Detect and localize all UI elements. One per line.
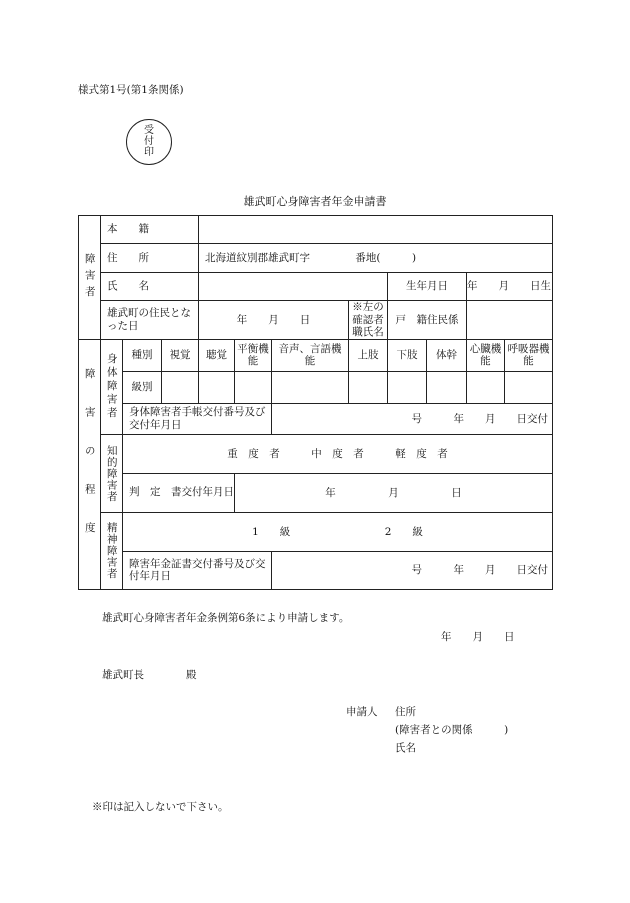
judgement-date-field[interactable]: 年 月 日 [235, 473, 553, 512]
grade-cell[interactable] [162, 371, 199, 403]
pension-label: 障害年金証書交付番号及び交付年月日 [123, 551, 272, 589]
physical-column-header: 呼吸器機 能 [505, 339, 553, 371]
address-banchi: 番地( ) [355, 251, 417, 264]
stamp-line: 印 [144, 147, 154, 158]
address-label: 住 所 [101, 244, 199, 273]
grade-cell[interactable] [199, 371, 235, 403]
applicant-name[interactable]: 氏名 [395, 742, 416, 754]
resident-date-label: 雄武町の住民となった日 [101, 301, 199, 340]
address-value: 北海道紋別郡雄武町字 [205, 251, 311, 264]
confirmer-name-field[interactable] [467, 301, 553, 340]
birth-label: 生年月日 [388, 273, 467, 301]
handbook-field[interactable]: 号 年 月 日交付 [272, 403, 553, 434]
application-date[interactable]: 年 月 日 [441, 631, 515, 643]
application-form-table [78, 215, 561, 590]
grade-cell[interactable] [272, 371, 349, 403]
confirmer-label: ※左の確認者職氏名 [349, 301, 388, 340]
grade-cell[interactable] [388, 371, 427, 403]
applicant-address[interactable]: 住所 [395, 706, 416, 718]
section-degree: 障害の程度 [79, 339, 101, 589]
grade-cell[interactable] [235, 371, 272, 403]
stamp-line: 付 [144, 136, 154, 147]
statement: 雄武町心身障害者年金条例第6条により申請します。 [102, 612, 350, 624]
reception-stamp [126, 119, 172, 165]
grade-cell[interactable] [427, 371, 467, 403]
physical-column-header: 心臓機能 [467, 339, 505, 371]
honseki-label: 本 籍 [101, 216, 199, 244]
intellectual-group-label: 知的障害者 [101, 434, 123, 512]
form-number: 様式第1号(第1条関係) [78, 84, 184, 96]
applicant-label: 申請人 [346, 706, 378, 718]
physical-column-header: 下肢 [388, 339, 427, 371]
pension-field[interactable]: 号 年 月 日交付 [272, 551, 553, 589]
stamp-line: 受 [144, 125, 154, 136]
physical-column-header: 上肢 [349, 339, 388, 371]
honseki-field[interactable] [199, 216, 553, 244]
physical-column-header: 体幹 [427, 339, 467, 371]
birth-date-field[interactable]: 年 月 日生 [467, 273, 553, 301]
physical-type-label: 種別 [123, 339, 162, 371]
name-field[interactable] [199, 273, 388, 301]
family-register-label: 戸 籍住民係 [388, 301, 467, 340]
physical-grade-label: 級別 [123, 371, 162, 403]
intellectual-levels[interactable]: 重 度 者 中 度 者 軽 度 者 [123, 434, 553, 473]
footnote: ※印は記入しないで下さい。 [92, 801, 229, 813]
applicant-relation[interactable]: (障害者との関係 ) [395, 724, 509, 736]
handbook-label: 身体障害者手帳交付番号及び交付年月日 [123, 403, 272, 434]
judgement-label: 判 定 書交付年月日 [123, 473, 235, 512]
grade-cell[interactable] [467, 371, 505, 403]
physical-column-header: 視覚 [162, 339, 199, 371]
section-disabled-person: 障害者 [79, 216, 101, 340]
physical-column-header: 音声、言語機 能 [272, 339, 349, 371]
physical-column-header: 聴覚 [199, 339, 235, 371]
page-title: 雄武町心身障害者年金申請書 [243, 195, 387, 208]
physical-group-label: 身体障害者 [101, 339, 123, 434]
name-label: 氏 名 [101, 273, 199, 301]
address-field[interactable] [199, 244, 553, 273]
grade-cell[interactable] [349, 371, 388, 403]
physical-column-header: 平衡機能 [235, 339, 272, 371]
mental-group-label: 精神障害者 [101, 512, 123, 589]
mental-grades[interactable]: 1 級 2 級 [123, 512, 553, 551]
grade-cell[interactable] [505, 371, 553, 403]
addressee: 雄武町長 殿 [102, 669, 197, 681]
resident-date-field[interactable]: 年 月 日 [199, 301, 349, 340]
